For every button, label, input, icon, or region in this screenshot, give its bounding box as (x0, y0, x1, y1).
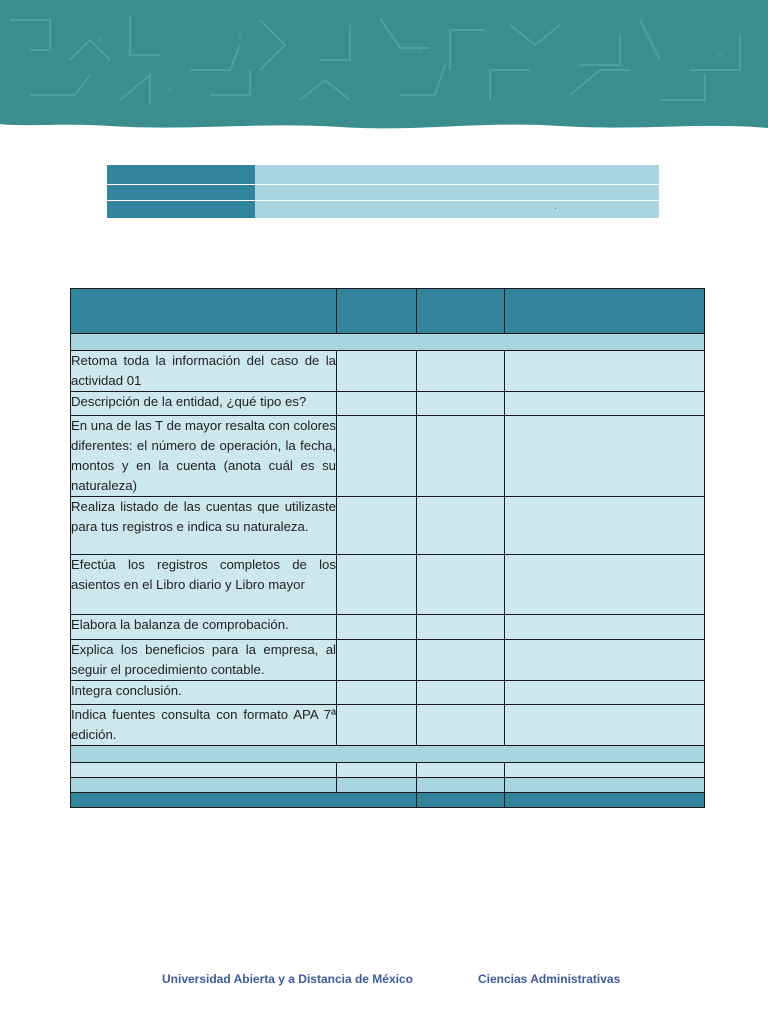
criterion-text: Integra conclusión. (71, 681, 337, 705)
footer-university: Universidad Abierta y a Distancia de México (162, 972, 413, 986)
table-row (71, 705, 705, 746)
table-row (71, 392, 705, 416)
total-cell (337, 763, 417, 778)
rubric-band-cell (71, 334, 705, 351)
table-row (71, 640, 705, 681)
comment-cell (505, 555, 705, 615)
table-row (71, 351, 705, 392)
info-value-cell (255, 201, 659, 219)
criterion-text: Efectúa los registros completos de los asientos en el Libro diario y Libro mayor (71, 555, 337, 615)
rubric-table (70, 288, 705, 808)
page-footer (0, 972, 768, 990)
score-cell (337, 615, 417, 640)
comment-cell (505, 392, 705, 416)
comment-cell (505, 705, 705, 746)
score-cell (337, 351, 417, 392)
score-cell (337, 555, 417, 615)
info-label-cell (107, 165, 255, 185)
total-label-cell (71, 778, 337, 793)
rubric-header-cell (505, 289, 705, 334)
score-cell (417, 705, 505, 746)
score-cell (417, 497, 505, 555)
comment-cell (505, 640, 705, 681)
total-cell (505, 778, 705, 793)
final-row (71, 793, 705, 808)
score-cell (337, 392, 417, 416)
total-row (71, 778, 705, 793)
info-table (107, 165, 659, 219)
score-cell (417, 615, 505, 640)
score-cell (337, 497, 417, 555)
score-cell (337, 640, 417, 681)
table-row (71, 681, 705, 705)
total-cell (337, 778, 417, 793)
rubric-header-cell (417, 289, 505, 334)
info-row (107, 185, 659, 201)
table-row (71, 416, 705, 497)
criterion-text: Retoma toda la información del caso de la actividad 01 (71, 351, 337, 392)
info-value-cell (255, 185, 659, 201)
criterion-text: Descripción de la entidad, ¿qué tipo es? (71, 392, 337, 416)
total-label-cell (71, 763, 337, 778)
header-banner (0, 0, 768, 140)
table-row (71, 615, 705, 640)
rubric-header-cell (337, 289, 417, 334)
info-label-cell (107, 185, 255, 201)
score-cell (417, 416, 505, 497)
comment-cell (505, 497, 705, 555)
score-cell (337, 416, 417, 497)
comment-cell (505, 681, 705, 705)
footer-division: Ciencias Administrativas (478, 972, 621, 986)
rubric-band-row (71, 334, 705, 351)
comment-cell (505, 351, 705, 392)
info-row (107, 165, 659, 185)
rubric-header-row (71, 289, 705, 334)
final-cell (505, 793, 705, 808)
criterion-text: Elabora la balanza de comprobación. (71, 615, 337, 640)
score-cell (417, 640, 505, 681)
table-row (71, 555, 705, 615)
rubric-header-cell (71, 289, 337, 334)
total-cell (417, 763, 505, 778)
score-cell (337, 681, 417, 705)
total-cell (505, 763, 705, 778)
criterion-text: En una de las T de mayor resalta con colores diferentes: el número de operación, la fecha, montos y en la cuenta (anota cuál es su naturaleza) (71, 416, 337, 497)
final-cell (417, 793, 505, 808)
info-row (107, 201, 659, 219)
score-cell (417, 351, 505, 392)
table-row (71, 497, 705, 555)
comment-cell (505, 416, 705, 497)
score-cell (417, 392, 505, 416)
info-label-cell (107, 201, 255, 219)
rubric-band-row (71, 746, 705, 763)
total-row (71, 763, 705, 778)
criterion-text: Realiza listado de las cuentas que utilizaste para tus registros e indica su naturaleza. (71, 497, 337, 555)
score-cell (337, 705, 417, 746)
criterion-text: Indica fuentes consulta con formato APA 7ª edición. (71, 705, 337, 746)
info-value-cell (255, 165, 659, 185)
rubric-band-cell (71, 746, 705, 763)
score-cell (417, 681, 505, 705)
total-cell (417, 778, 505, 793)
comment-cell (505, 615, 705, 640)
final-label-cell (71, 793, 417, 808)
criterion-text: Explica los beneficios para la empresa, al seguir el procedimiento contable. (71, 640, 337, 681)
score-cell (417, 555, 505, 615)
